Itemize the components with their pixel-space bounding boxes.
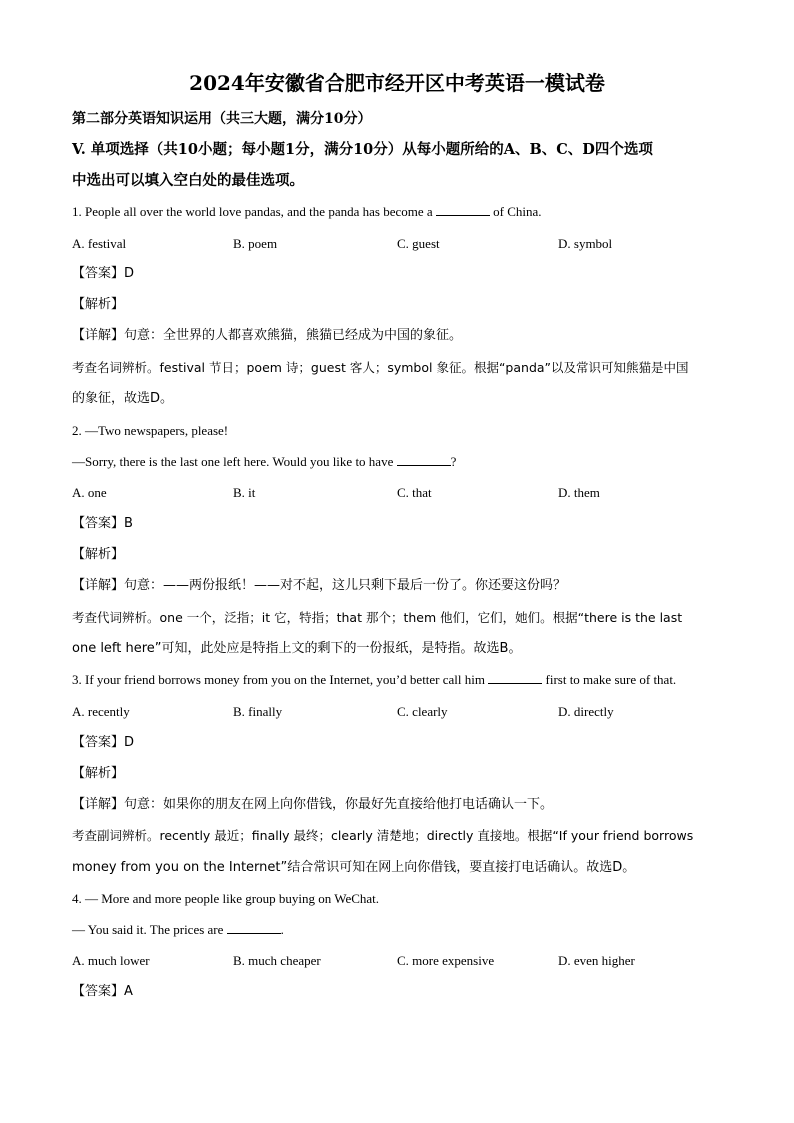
question-1-analysis-label: 【解析】 bbox=[72, 297, 125, 312]
question-1-stem bbox=[72, 203, 542, 221]
question-3-option-d: D. directly bbox=[558, 704, 614, 719]
question-2-stem-line2 bbox=[72, 453, 456, 471]
answer-blank bbox=[397, 453, 451, 466]
question-1-option-a: A. festival bbox=[72, 236, 127, 251]
question-1-answer: 【答案】D bbox=[72, 266, 135, 281]
question-3-stem-before: 3. If your friend borrows money from you on the Internet, you’d better call him bbox=[72, 672, 485, 687]
page-title: 2024年安徽省合肥市经开区中考英语一模试卷 bbox=[189, 71, 605, 95]
question-4-answer: 【答案】A bbox=[72, 984, 133, 999]
question-1-option-b: B. poem bbox=[233, 236, 278, 251]
question-1-stem-after: of China. bbox=[493, 204, 542, 219]
question-2-stem-line1: 2. —Two newspapers, please! bbox=[72, 423, 229, 438]
question-1-explanation-line2: 的象征，故选D。 bbox=[72, 391, 174, 406]
question-4-stem-line1: 4. — More and more people like group buying on WeChat. bbox=[72, 891, 380, 906]
question-4-stem-line2 bbox=[72, 921, 284, 939]
question-2-stem-after: ? bbox=[450, 454, 457, 469]
question-1-detail: 【详解】句意：全世界的人都喜欢熊猫，熊猫已经成为中国的象征。 bbox=[72, 328, 463, 343]
question-3-answer: 【答案】D bbox=[72, 735, 135, 750]
question-1-option-d: D. symbol bbox=[558, 236, 613, 251]
question-4-option-d: D. even higher bbox=[558, 953, 635, 968]
question-4-option-a: A. much lower bbox=[72, 953, 150, 968]
question-2-detail: 【详解】句意：——两份报纸！——对不起，这儿只剩下最后一份了。你还要这份吗？ bbox=[72, 578, 567, 593]
question-2-explanation-line1: 考查代词辨析。one 一个，泛指；it 它，特指；that 那个；them 他们，它们，她们。根据“there is the last bbox=[72, 610, 683, 625]
question-3-explanation-line2: money from you on the Internet”结合常识可知在网上向你借钱，要直接打电话确认。故选D。 bbox=[72, 860, 636, 875]
question-3-option-b: B. finally bbox=[233, 704, 283, 719]
question-4-stem-after: . bbox=[280, 922, 284, 937]
question-3-analysis-label: 【解析】 bbox=[72, 766, 125, 781]
question-2-option-a: A. one bbox=[72, 485, 107, 500]
question-4-stem-before: — You said it. The prices are bbox=[72, 922, 224, 937]
question-2-option-d: D. them bbox=[558, 485, 600, 500]
question-3-option-c: C. clearly bbox=[397, 704, 448, 719]
question-1-option-c: C. guest bbox=[397, 236, 440, 251]
question-2-analysis-label: 【解析】 bbox=[72, 547, 125, 562]
section-heading: 第二部分英语知识运用（共三大题，满分10分） bbox=[72, 111, 372, 127]
answer-blank bbox=[488, 671, 542, 684]
question-2-option-b: B. it bbox=[233, 485, 256, 500]
answer-blank bbox=[436, 203, 490, 216]
question-4-option-b: B. much cheaper bbox=[233, 953, 321, 968]
question-1-stem-before: 1. People all over the world love pandas, and the panda has become a bbox=[72, 204, 433, 219]
question-2-answer: 【答案】B bbox=[72, 516, 133, 531]
part-v-instruction-line1: V. 单项选择（共10小题；每小题1分，满分10分）从每小题所给的A、B、C、D四个选项 bbox=[72, 141, 653, 158]
question-3-explanation-line1: 考查副词辨析。recently 最近；finally 最终；clearly 清楚地；directly 直接地。根据“If your friend borrows bbox=[72, 828, 694, 843]
question-3-option-a: A. recently bbox=[72, 704, 130, 719]
question-4-option-c: C. more expensive bbox=[397, 953, 495, 968]
part-v-instruction-line2: 中选出可以填入空白处的最佳选项。 bbox=[72, 172, 304, 189]
question-2-stem-before: —Sorry, there is the last one left here. Would you like to have bbox=[72, 454, 394, 469]
question-3-stem-after: first to make sure of that. bbox=[545, 672, 677, 687]
question-3-stem bbox=[72, 671, 676, 689]
question-2-option-c: C. that bbox=[397, 485, 432, 500]
question-1-explanation-line1: 考查名词辨析。festival 节日；poem 诗；guest 客人；symbol 象征。根据“panda”以及常识可知熊猫是中国 bbox=[72, 360, 689, 375]
question-3-detail: 【详解】句意：如果你的朋友在网上向你借钱，你最好先直接给他打电话确认一下。 bbox=[72, 797, 554, 812]
question-2-explanation-line2: one left here”可知，此处应是特指上文的剩下的一份报纸，是特指。故选B。 bbox=[72, 641, 522, 656]
answer-blank bbox=[227, 921, 281, 934]
